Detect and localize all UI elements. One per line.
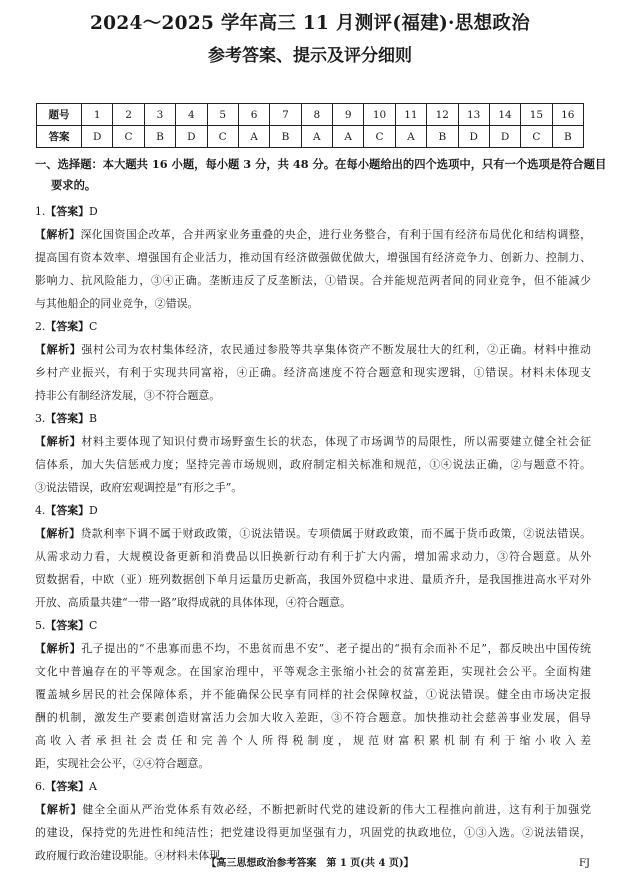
question-number-cell: 10 [364,104,395,126]
analysis-text: 健全全面从严治党体系有效必经，不断把新时代党的建设新的伟大工程推向前进，这有利于加强党 [82,803,591,816]
question-block [35,315,591,407]
question-number-cell: 2 [113,104,144,126]
analysis-line: 信体系，加大失信惩戒力度；坚持完善市场规则，政府制定相关标准和规范，①④说法正确，②与题意不符。 [35,458,591,471]
question-number-cell: 4 [176,104,207,126]
analysis-line [35,430,591,453]
analysis-text: 贷款利率下调不属于财政政策，①说法错误。专项债属于财政政策，而不属于货币政策，②说法错误。 [80,527,591,540]
answer-tag: 【答案】 [45,205,89,218]
footer-code: FJ [579,858,590,869]
question-block [35,200,591,315]
analysis-line [35,223,591,246]
page-subtitle: 参考答案、提示及评分细则 [208,46,412,66]
question-number-cell: 9 [333,104,364,126]
analysis-line: 距，实现社会公平，②④符合题意。 [35,757,210,770]
analysis-text: 强村公司为农村集体经济，农民通过参股等共享集体资产不断发展壮大的红利，②正确。材料中推动 [81,343,591,356]
answer-value: D [88,205,98,218]
analysis-line [35,637,591,660]
question-number: 2. [35,320,46,333]
answer-explanations [35,200,591,867]
analysis-line: 文化中普遍存在的平等观念。在国家治理中，平等观念主张缩小社会的贫富差距，实现社会公平。全面构建 [35,665,591,678]
question-block [35,499,591,614]
analysis-tag: 【解析】 [35,803,83,816]
answer-tag: 【答案】 [45,320,89,333]
answer-value: D [88,504,98,517]
question-number-cell: 6 [238,104,269,126]
analysis-line: 贸数据看，中欧（亚）班列数据创下单月运量历史新高，我国外贸稳中求进、量质齐升，是我国推进高水平对外 [35,573,591,586]
question-number-cell: 3 [144,104,175,126]
question-number: 4. [35,504,46,517]
answer-header: 答案 [37,126,82,148]
answer-tag: 【答案】 [45,412,89,425]
answer-cell: B [552,126,583,148]
page-footer [0,856,620,872]
answer-cell: D [489,126,520,148]
question-number: 1. [35,205,46,218]
answer-value: C [88,320,98,333]
answer-cell: C [113,126,144,148]
answer-cell: D [458,126,489,148]
question-number-cell: 11 [395,104,426,126]
answer-cell: D [82,126,113,148]
answer-tag: 【答案】 [45,780,89,793]
question-block [35,775,591,867]
answer-tag: 【答案】 [45,619,89,632]
answer-cell: A [333,126,364,148]
question-number: 3. [35,412,46,425]
question-number-cell: 13 [458,104,489,126]
question-number: 5. [35,619,46,632]
analysis-line [35,798,591,821]
answer-cell: D [176,126,207,148]
analysis-tag: 【解析】 [35,642,82,655]
analysis-line: 覆盖城乡居民的社会保障体系，并不能确保公民享有同样的社会保障权益，①说法错误。健全由市场决定报 [35,688,591,701]
question-number-row [37,104,584,126]
analysis-tag: 【解析】 [35,343,82,356]
analysis-tag: 【解析】 [35,228,81,241]
question-number-cell: 7 [270,104,301,126]
analysis-line: ③说法错误，政府宏观调控是“有形之手”。 [35,481,243,494]
question-number-header: 题号 [37,104,82,126]
analysis-line: 政府履行政治建设职能。④材料未体现。 [35,849,232,862]
analysis-line [35,338,591,361]
answer-value: C [88,619,98,632]
answer-tag: 【答案】 [45,504,89,517]
question-answer-line [35,315,591,338]
analysis-line: 持非公有制经济发展，③不符合题意。 [35,389,221,402]
analysis-tag: 【解析】 [35,527,81,540]
analysis-text: 材料主要体现了知识付费市场野蛮生长的状态，体现了市场调节的局限性，所以需要建立健全社会征 [81,435,591,448]
question-number: 6. [35,780,46,793]
question-answer-line [35,775,591,798]
footer-page-info: 【高三思想政治参考答案 第 1 页(共 4 页)】 [206,858,414,869]
analysis-text: 孔子提出的“不患寡而患不均，不患贫而患不安”、老子提出的“损有余而补不足”，都反映出中国传统 [81,642,591,655]
analysis-line: 提高国有资本效率、增强国有企业活力，推动国有经济做强做优做大，增强国有经济竞争力、创新力、控制力、 [35,251,591,264]
answer-cell: A [238,126,269,148]
question-number-cell: 15 [521,104,552,126]
answer-value: B [88,412,97,425]
question-number-cell: 1 [82,104,113,126]
section-heading-line: 要求的。 [51,178,97,192]
answer-cell: A [301,126,332,148]
analysis-line: 开放、高质量共建“一带一路”取得成就的具体体现，④符合题意。 [35,596,352,609]
question-answer-line [35,614,591,637]
question-number-cell: 5 [207,104,238,126]
question-number-cell: 14 [489,104,520,126]
answer-table [36,103,584,148]
answer-cell: C [364,126,395,148]
analysis-line: 酬的机制，激发生产要素创造财富活力会加大收入差距，③不符合题意。加快推动社会慈善事业发展，倡导 [35,711,591,724]
question-number-cell: 8 [301,104,332,126]
analysis-tag: 【解析】 [35,435,82,448]
answer-cell: C [521,126,552,148]
analysis-line [35,522,591,545]
analysis-line: 与其他船企的同业竞争，②错误。 [35,297,199,310]
answer-value: A [88,780,97,793]
question-block [35,614,591,775]
question-answer-line [35,200,591,223]
question-number-cell: 12 [427,104,458,126]
analysis-line: 影响力、抗风险能力，③④正确。垄断违反了反垄断法，①错误。合并能规范两者间的同业竞争，但不能减少 [35,274,591,287]
analysis-line: 乡村产业振兴，有利于实现共同富裕，④正确。经济高速度不符合题意和现实逻辑，①错误。材料未体现支 [35,366,591,379]
section-heading-line: 一、选择题：本大题共 16 小题，每小题 3 分，共 48 分。在每小题给出的四个选项中，只有一个选项是符合题目 [35,157,607,171]
analysis-line: 的建设，保持党的先进性和纯洁性；把党建设得更加坚强有力，巩固党的执政地位，①③入选。②说法错误， [35,826,591,839]
answer-cell: B [427,126,458,148]
answer-cell: B [270,126,301,148]
answer-cell: C [207,126,238,148]
question-number-cell: 16 [552,104,583,126]
answer-cell: B [144,126,175,148]
page-title: 2024～2025 学年高三 11 月测评(福建)·思想政治 [90,13,530,34]
answer-row [37,126,584,148]
answer-cell: A [395,126,426,148]
question-answer-line [35,407,591,430]
section-heading [35,154,607,196]
question-block [35,407,591,499]
analysis-line: 从需求动力看，大规模设备更新和消费品以旧换新行动有利于扩大内需，增加需求动力，③符合题意。从外 [35,550,591,563]
question-answer-line [35,499,591,522]
analysis-text: 深化国资国企改革，合并两家业务重叠的央企，进行业务整合，有利于国有经济布局优化和结构调整， [80,228,591,241]
analysis-line: 高收入者承担社会责任和完善个人所得税制度，规范财富积累机制有利于缩小收入差 [35,734,591,747]
